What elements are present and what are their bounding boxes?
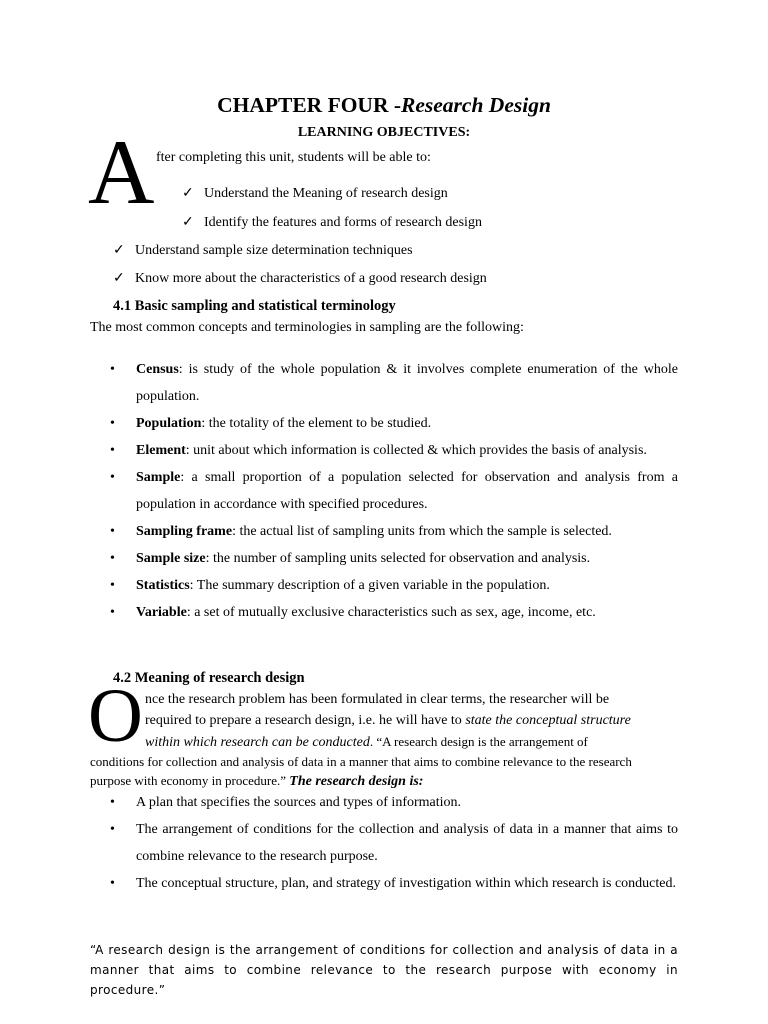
- learning-objectives-heading: LEARNING OBJECTIVES:: [297, 125, 471, 140]
- intro-text: fter completing this unit, students will be able to:: [156, 150, 431, 165]
- definition: : the number of sampling units selected for observation and analysis.: [205, 551, 591, 566]
- objective-text: Identify the features and forms of research design: [204, 215, 482, 230]
- paragraph-text: . “A research design is the arrangement of: [369, 734, 588, 749]
- definition: : The summary description of a given variable in the population.: [189, 578, 550, 593]
- paragraph-bold-italic: The research design is:: [289, 774, 424, 789]
- definition: : the actual list of sampling units from which the sample is selected.: [232, 524, 612, 539]
- bullet-icon: •: [110, 605, 115, 620]
- objective-item: [182, 214, 482, 231]
- definition: : a set of mutually exclusive characteristics such as sex, age, income, etc.: [186, 605, 596, 620]
- section-4-2-heading: 4.2 Meaning of research design: [113, 670, 305, 686]
- objective-item: [182, 185, 448, 202]
- paragraph-line: conditions for collection and analysis of data in a manner that aims to combine relevance to the research: [90, 754, 632, 769]
- paragraph-line: [145, 710, 678, 731]
- bullet-icon: •: [110, 876, 115, 891]
- term: Sample: [136, 470, 181, 485]
- definition-quote: “A research design is the arrangement of conditions for collection and analysis of data in a manner that aims to combine relevance to the research purpose with economy in procedure.”: [90, 943, 678, 997]
- term: Element: [136, 443, 186, 458]
- bullet-icon: •: [110, 795, 115, 810]
- term: Sampling frame: [136, 524, 233, 539]
- bullet-icon: •: [110, 524, 115, 539]
- bullet-icon: •: [110, 362, 115, 377]
- bullet-icon: •: [110, 551, 115, 566]
- point-text: The conceptual structure, plan, and strategy of investigation within which research is conducted.: [136, 876, 676, 891]
- definition: : the totality of the element to be studied.: [201, 416, 432, 431]
- term: Variable: [136, 605, 187, 620]
- point-text: A plan that specifies the sources and types of information.: [136, 795, 462, 810]
- objective-item: [113, 242, 413, 259]
- objective-item: [113, 270, 487, 287]
- paragraph-line: [145, 731, 678, 753]
- list-item: [108, 518, 678, 545]
- check-icon: ✓: [182, 215, 194, 230]
- paragraph-italic: within which research can be conducted: [145, 735, 370, 750]
- list-item: [108, 870, 678, 897]
- paragraph-italic: state the conceptual structure: [465, 713, 631, 728]
- list-item: [108, 599, 678, 626]
- chapter-title-prefix: CHAPTER FOUR -: [217, 93, 402, 117]
- term: Sample size: [136, 551, 206, 566]
- list-item: [108, 789, 678, 816]
- list-item: [108, 545, 678, 572]
- list-item: [108, 437, 678, 464]
- chapter-title-italic: Research Design: [401, 93, 551, 117]
- section-4-1-lead: The most common concepts and terminologies in sampling are the following:: [90, 320, 524, 335]
- definition: : a small proportion of a population selected for observation and analysis from a population in accordance with specified procedures.: [136, 470, 678, 512]
- list-item: [108, 464, 678, 518]
- dropcap-a: A: [88, 121, 155, 223]
- chapter-title: [0, 93, 768, 118]
- objective-text: Know more about the characteristics of a good research design: [135, 271, 487, 286]
- term: Population: [136, 416, 202, 431]
- term: Census: [136, 362, 179, 377]
- bullet-icon: •: [110, 470, 115, 485]
- check-icon: ✓: [113, 271, 125, 286]
- dropcap-o: O: [88, 674, 143, 758]
- paragraph-line: nce the research problem has been formulated in clear terms, the researcher will be: [145, 692, 610, 707]
- bullet-icon: •: [110, 416, 115, 431]
- terms-list: [108, 356, 678, 626]
- definition: : is study of the whole population & it involves complete enumeration of the whole population.: [136, 362, 678, 404]
- bullet-icon: •: [110, 822, 115, 837]
- list-item: [108, 816, 678, 870]
- definition: : unit about which information is collected & which provides the basis of analysis.: [185, 443, 647, 458]
- design-points-list: [108, 789, 678, 897]
- check-icon: ✓: [113, 243, 125, 258]
- objective-text: Understand sample size determination techniques: [135, 243, 413, 258]
- objective-text: Understand the Meaning of research design: [204, 186, 448, 201]
- paragraph-text: purpose with economy in procedure.”: [90, 773, 290, 788]
- paragraph-line: [90, 771, 678, 791]
- bullet-icon: •: [110, 443, 115, 458]
- paragraph-text: required to prepare a research design, i.e. he will have to: [145, 713, 466, 728]
- list-item: [108, 410, 678, 437]
- check-icon: ✓: [182, 186, 194, 201]
- point-text: The arrangement of conditions for the collection and analysis of data in a manner that aims to combine relevance to the research purpose.: [136, 822, 678, 864]
- list-item: [108, 572, 678, 599]
- list-item: [108, 356, 678, 410]
- term: Statistics: [136, 578, 190, 593]
- section-4-1-heading: 4.1 Basic sampling and statistical terminology: [113, 298, 396, 314]
- bullet-icon: •: [110, 578, 115, 593]
